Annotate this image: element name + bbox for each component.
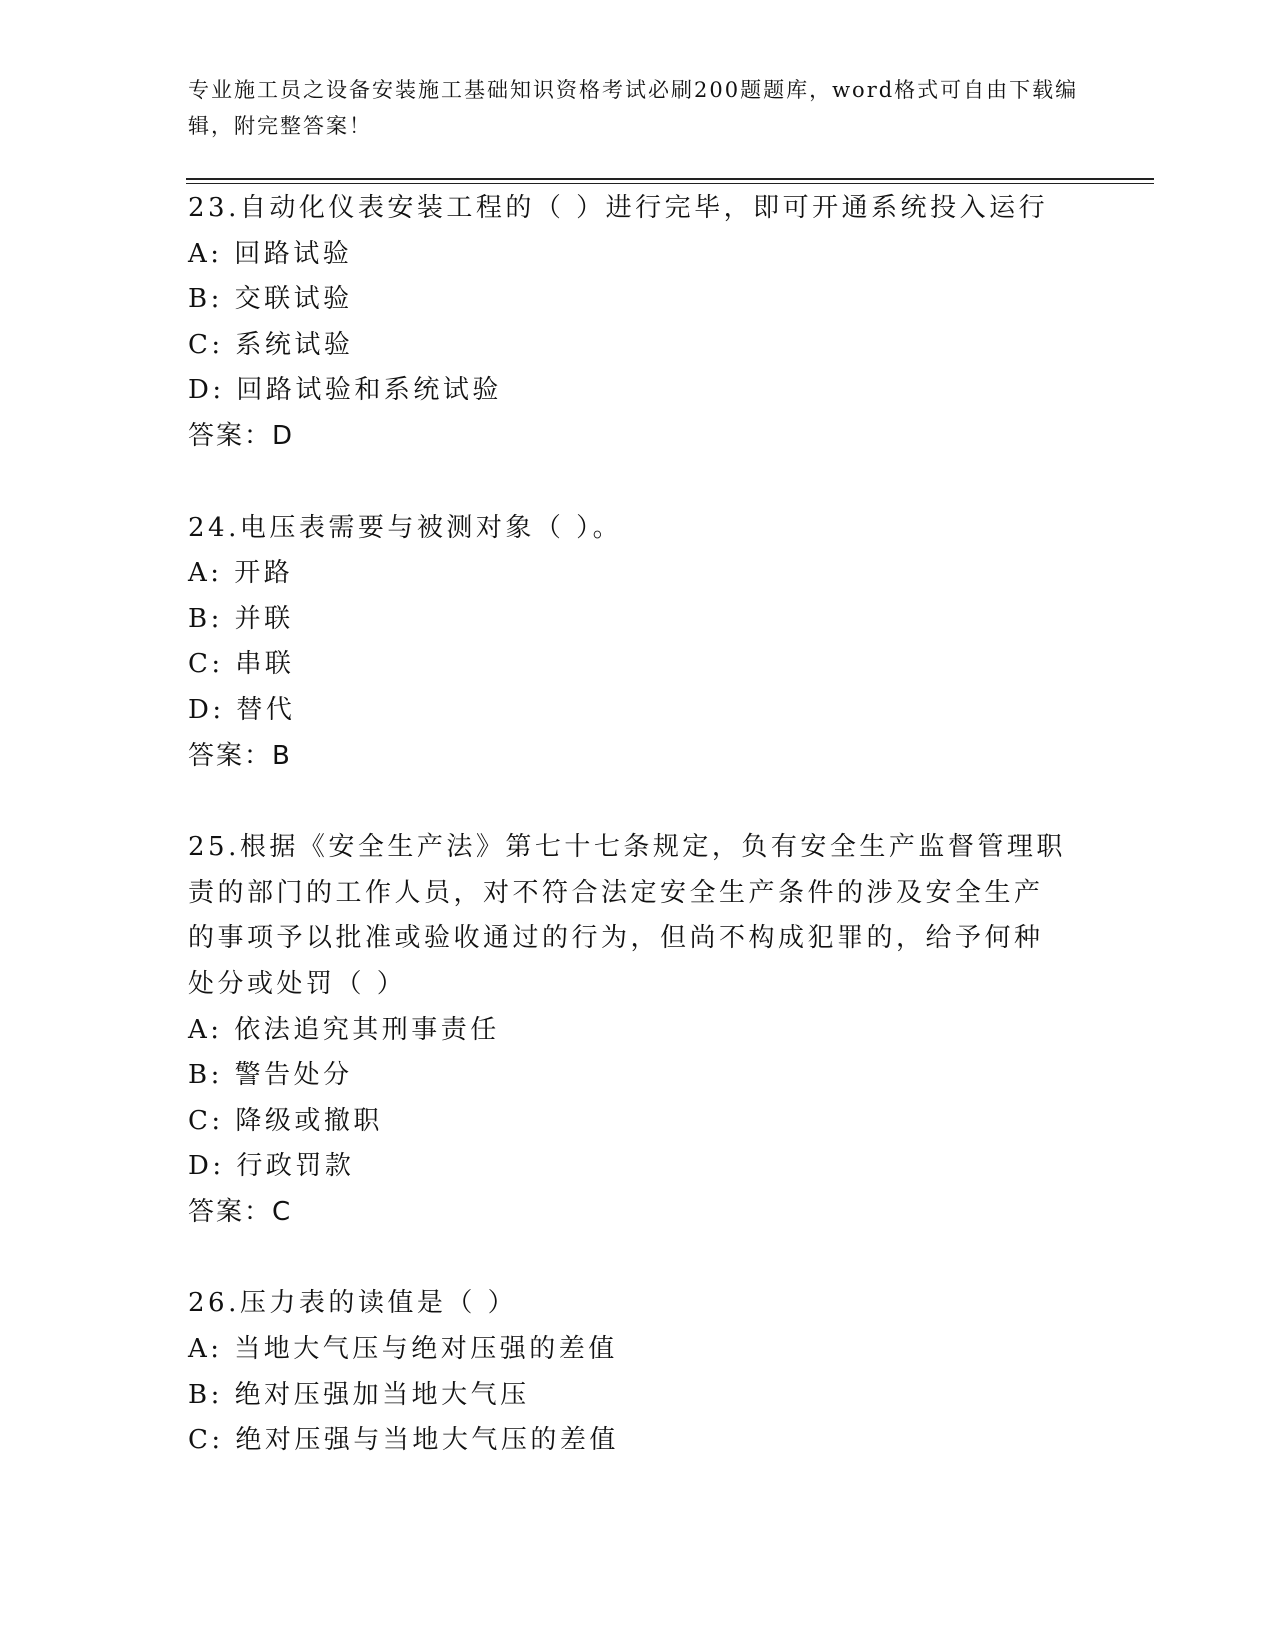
option-d: D: 回路试验和系统试验 (188, 375, 502, 406)
question-stem: 23.自动化仪表安装工程的（ ）进行完毕，即可开通系统投入运行 (188, 193, 1049, 223)
option-c: C: 绝对压强与当地大气压的差值 (188, 1425, 619, 1456)
header-title: 专业施工员之设备安装施工基础知识资格考试必刷200题题库，word格式可自由下载编辑，附完整答案！ (188, 78, 1079, 138)
option-c: C: 串联 (188, 649, 295, 680)
option-a: A: 回路试验 (188, 238, 353, 269)
question-23 (188, 186, 1088, 460)
option-a: A: 依法追究其刑事责任 (188, 1014, 500, 1045)
option-b: B: 警告处分 (188, 1060, 353, 1091)
option-d: D: 替代 (188, 694, 296, 725)
question-stem: 26.压力表的读值是（ ） (188, 1288, 518, 1319)
option-a: A: 当地大气压与绝对压强的差值 (188, 1334, 618, 1365)
option-b: B: 并联 (188, 603, 294, 634)
answer: 答案：C (188, 1196, 293, 1227)
answer: 答案：B (188, 740, 292, 771)
question-stem: 25.根据《安全生产法》第七十七条规定，负有安全生产监督管理职责的部门的工作人员，对不符合法定安全生产条件的涉及安全生产的事项予以批准或验收通过的行为，但尚不构成犯罪的，给予何种处分或处罚（ ） (188, 832, 1066, 999)
option-b: B: 交联试验 (188, 284, 353, 315)
question-25 (188, 825, 1088, 1235)
header-divider (186, 178, 1154, 184)
option-c: C: 系统试验 (188, 329, 354, 360)
answer: 答案：D (188, 420, 295, 451)
question-24 (188, 506, 1088, 780)
question-list (188, 186, 1088, 1510)
question-26 (188, 1281, 1088, 1463)
option-a: A: 开路 (188, 558, 294, 589)
document-header (188, 72, 1088, 144)
option-d: D: 行政罚款 (188, 1151, 355, 1182)
option-b: B: 绝对压强加当地大气压 (188, 1379, 530, 1410)
option-c: C: 降级或撤职 (188, 1105, 383, 1136)
question-stem: 24.电压表需要与被测对象（ ）。 (188, 512, 623, 543)
